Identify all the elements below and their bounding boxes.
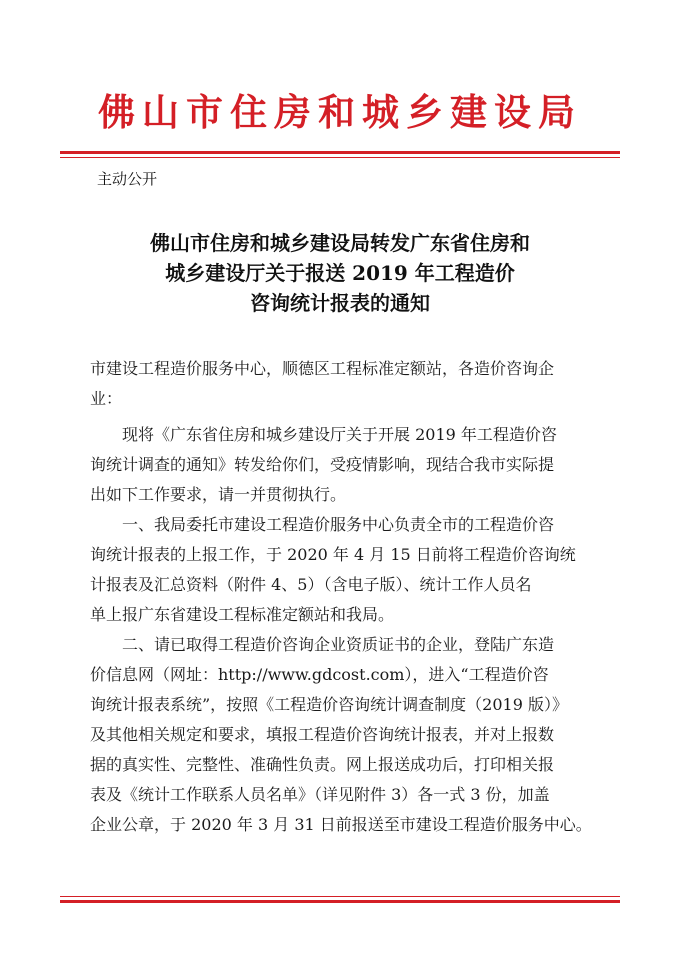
- body-line: 及其他相关规定和要求，填报工程造价咨询统计报表，并对上报数: [90, 725, 555, 744]
- body-line: 业：: [90, 389, 123, 408]
- body-line: 价信息网（网址：http://www.gdcost.com），进入“工程造价咨: [90, 665, 549, 684]
- disclosure-label: 主动公开: [97, 170, 158, 188]
- body-line: 市建设工程造价服务中心，顺德区工程标准定额站，各造价咨询企: [90, 359, 555, 378]
- body-line: 据的真实性、完整性、准确性负责。网上报送成功后，打印相关报: [90, 755, 555, 774]
- body-line: 询统计报表的上报工作，于 2020 年 4 月 15 日前将工程造价咨询统: [90, 545, 576, 564]
- body-line: 二、请已取得工程造价咨询企业资质证书的企业，登陆广东造: [90, 635, 555, 654]
- title-line: 佛山市住房和城乡建设局转发广东省住房和: [150, 231, 530, 255]
- title-line: 咨询统计报表的通知: [250, 291, 430, 315]
- body-line: 出如下工作要求，请一并贯彻执行。: [90, 485, 347, 504]
- body-line: 单上报广东省建设工程标准定额站和我局。: [90, 605, 395, 624]
- title-line: 城乡建设厅关于报送 2019 年工程造价: [165, 261, 515, 285]
- footer-divider-thin: [60, 896, 620, 897]
- document-title: [60, 228, 620, 318]
- body-line: 询统计报表系统”，按照《工程造价咨询统计调查制度（2019 版）》: [90, 695, 568, 714]
- body-line: 一、我局委托市建设工程造价服务中心负责全市的工程造价咨: [90, 515, 555, 534]
- body-line: 现将《广东省住房和城乡建设厅关于开展 2019 年工程造价咨: [90, 425, 557, 444]
- body-line: 企业公章，于 2020 年 3 月 31 日前报送至市建设工程造价服务中心。: [90, 815, 592, 834]
- body-line: 计报表及汇总资料（附件 4、5）（含电子版）、统计工作人员名: [90, 575, 532, 594]
- body-line: 询统计调查的通知》转发给你们，受疫情影响，现结合我市实际提: [90, 455, 555, 474]
- letterhead-org-name: 佛山市住房和城乡建设局: [98, 90, 582, 134]
- letterhead-divider-thick: [60, 151, 620, 154]
- footer-divider-thick: [60, 900, 620, 903]
- letterhead-divider-thin: [60, 157, 620, 158]
- document-body: [90, 354, 610, 840]
- body-line: 表及《统计工作联系人员名单》（详见附件 3）各一式 3 份，加盖: [90, 785, 550, 804]
